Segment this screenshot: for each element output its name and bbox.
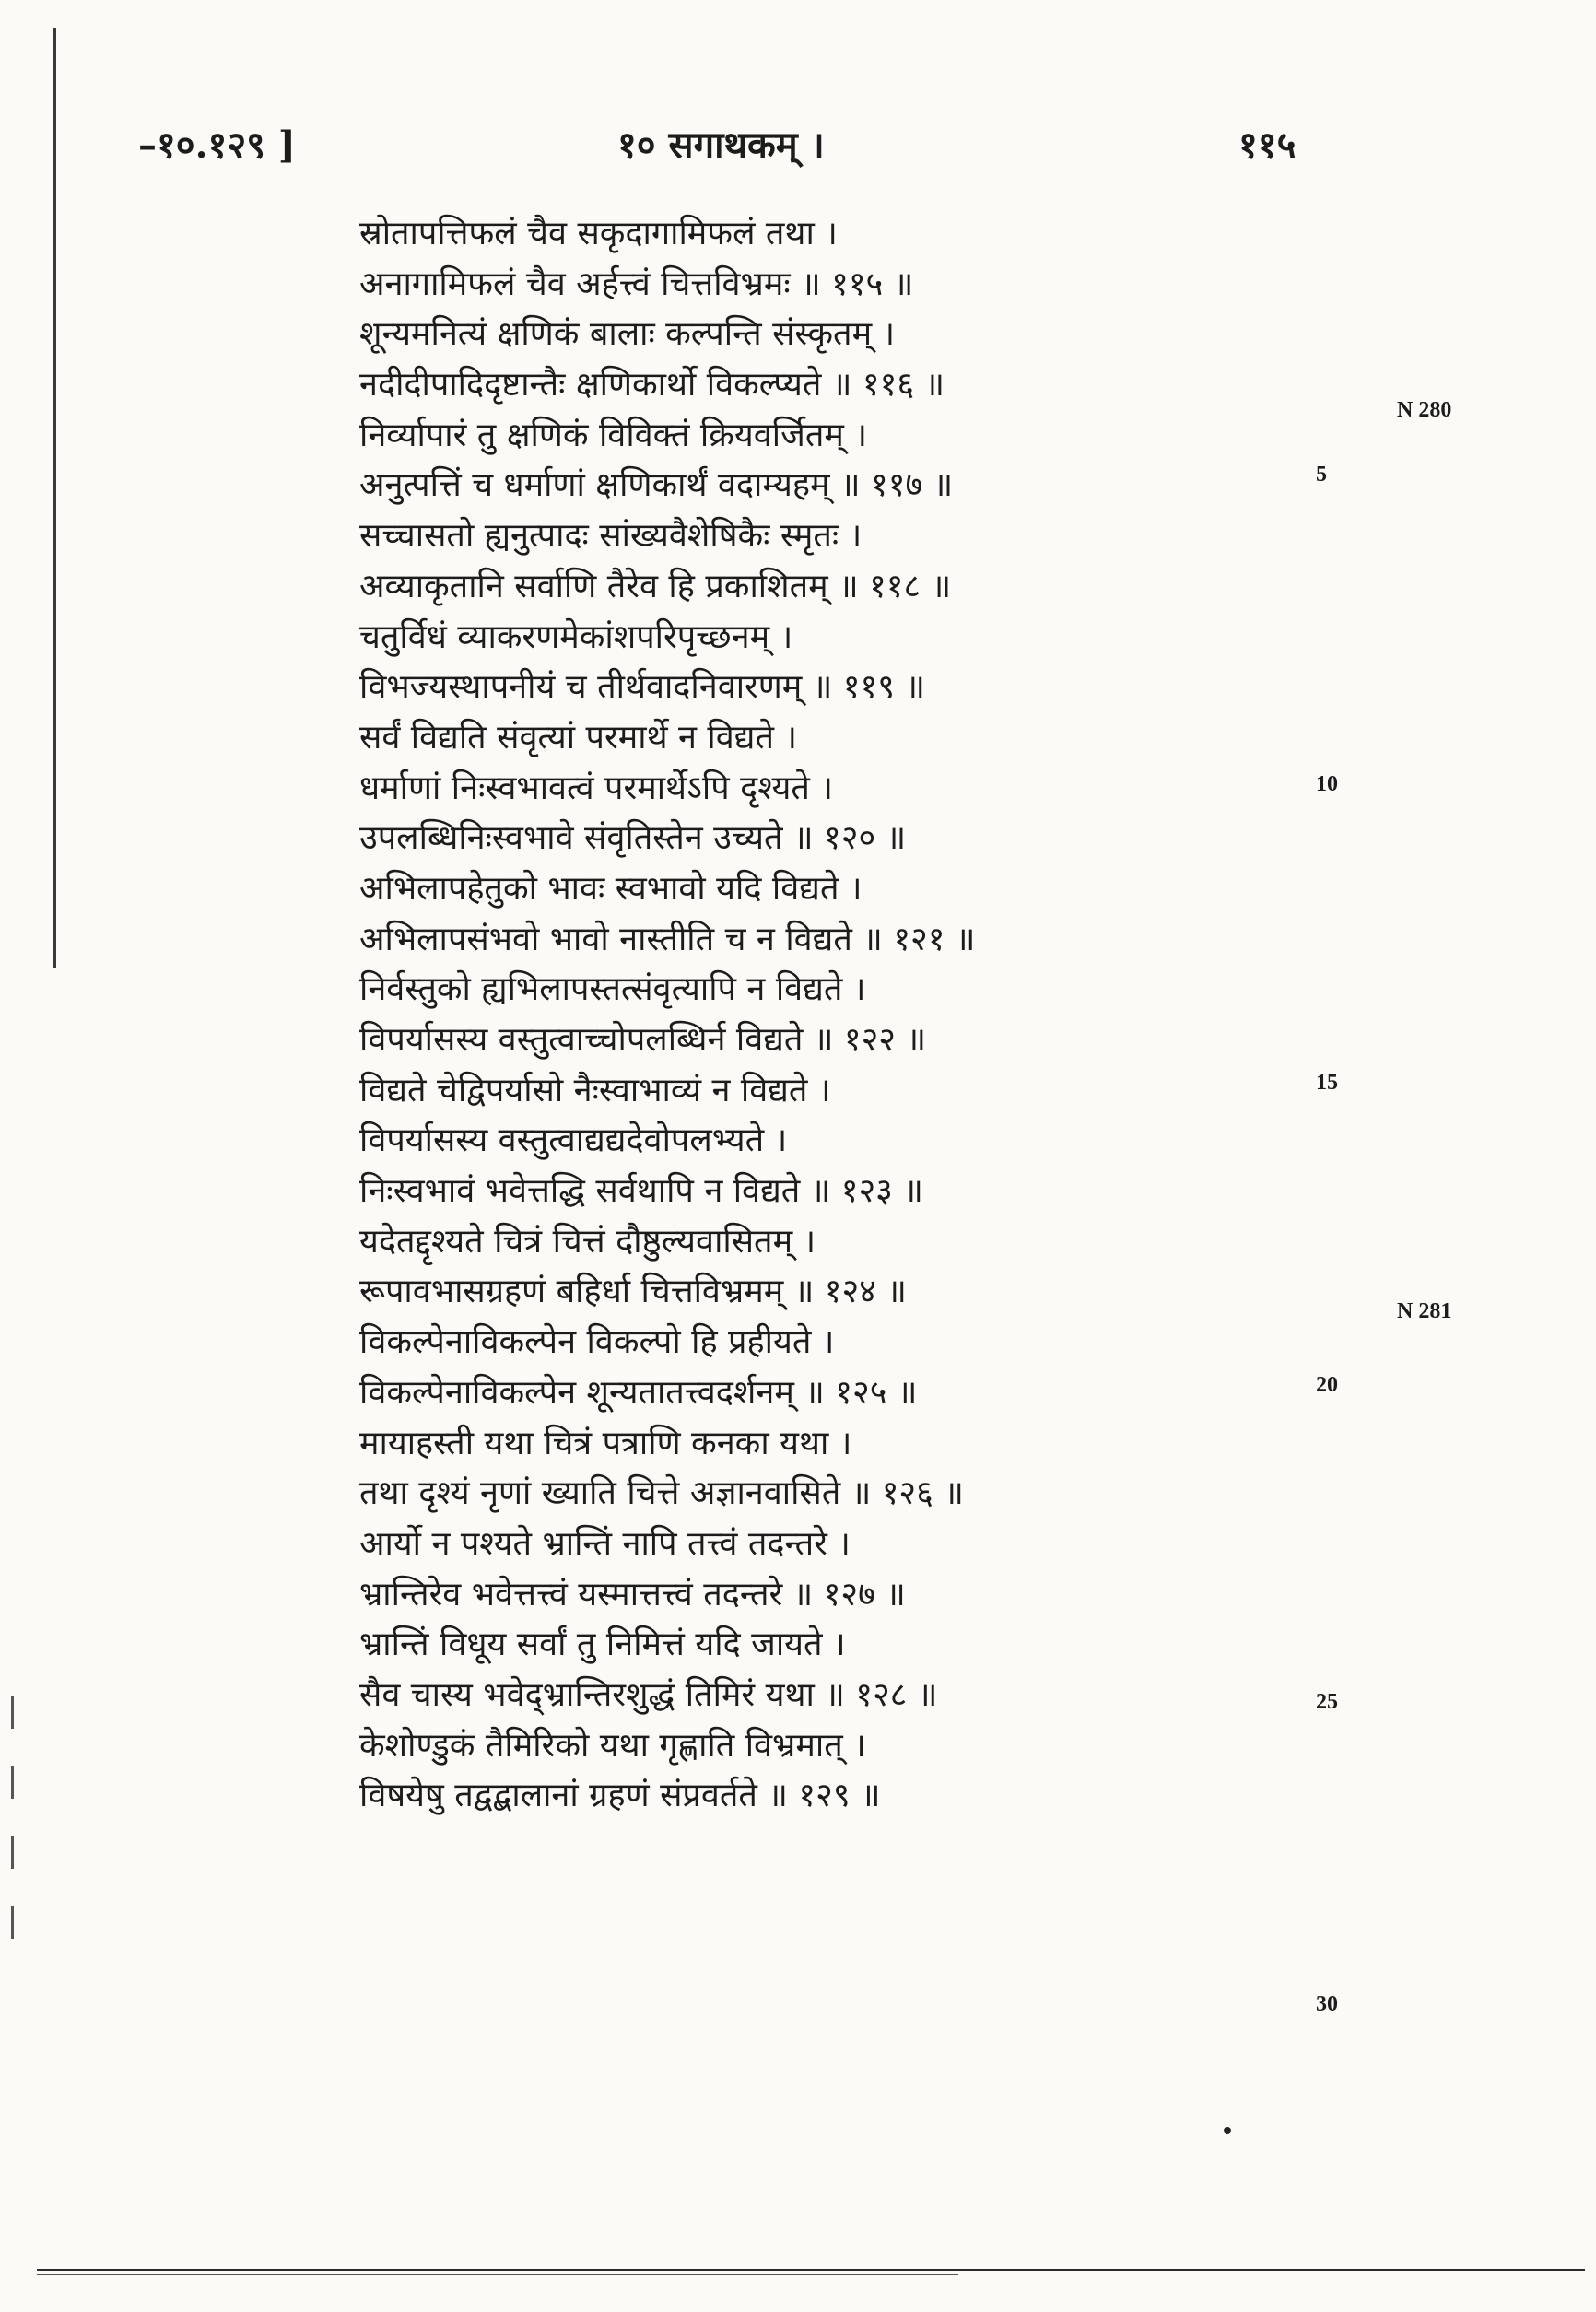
line-number-5: 5 xyxy=(1316,463,1327,487)
verse-line: उपलब्धिनिःस्वभावे संवृतिस्तेन उच्यते ॥ १२० ॥ xyxy=(359,819,907,858)
verse-line: निर्वस्तुको ह्यभिलापस्तत्संवृत्यापि न विद्यते । xyxy=(359,970,866,1009)
line-number-15: 15 xyxy=(1316,1071,1338,1095)
verse-line: सच्चासतो ह्यनुत्पादः सांख्यवैशेषिकैः स्मृतः । xyxy=(359,517,863,556)
verse-line: विकल्पेनाविकल्पेन शून्यतातत्त्वदर्शनम् ॥ १२५ ॥ xyxy=(359,1373,918,1412)
verse-line: सैव चास्य भवेद्भ्रान्तिरशुद्धं तिमिरं यथा ॥ १२८ ॥ xyxy=(359,1675,938,1714)
verse-line: केशोण्डुकं तैमिरिको यथा गृह्णाति विभ्रमात् । xyxy=(359,1726,866,1765)
verse-line: यदेतद्दृश्यते चित्रं चित्तं दौष्ठुल्यवासितम् । xyxy=(359,1222,816,1261)
verse-line: अभिलापसंभवो भावो नास्तीति च न विद्यते ॥ १२१ ॥ xyxy=(359,920,976,958)
verse-line: रूपावभासग्रहणं बहिर्धा चित्तविभ्रमम् ॥ १२४ ॥ xyxy=(359,1273,907,1311)
verse-line: धर्माणां निःस्वभावत्वं परमार्थेऽपि दृश्यते । xyxy=(359,769,833,807)
verse-line: अव्याकृतानि सर्वाणि तैरेव हि प्रकाशितम् ॥ ११८ ॥ xyxy=(359,567,952,605)
verse-line: विकल्पेनाविकल्पेन विकल्पो हि प्रहीयते । xyxy=(359,1323,835,1362)
manuscript-ref-n280: N 280 xyxy=(1397,398,1452,422)
verse-line: शून्यमनित्यं क्षणिकं बालाः कल्पन्ति संस्कृतम् । xyxy=(359,315,896,354)
verse-line: भ्रान्तिरेव भवेत्तत्त्वं यस्मात्तत्त्वं तदन्तरे ॥ १२७ ॥ xyxy=(359,1575,906,1614)
ink-dot xyxy=(1224,2127,1231,2134)
verse-line: निःस्वभावं भवेत्तद्धि सर्वथापि न विद्यते ॥ १२३ ॥ xyxy=(359,1172,923,1211)
verse-line: निर्व्यापारं तु क्षणिकं विविक्तं क्रियवर्जितम् । xyxy=(359,416,867,454)
verse-line: विषयेषु तद्वद्बालानां ग्रहणं संप्रवर्तते ॥ १२९ ॥ xyxy=(359,1777,881,1815)
header-page-number: ११५ xyxy=(1238,123,1297,167)
verse-line: विपर्यासस्य वस्तुत्वाद्यद्यदेवोपलभ्यते । xyxy=(359,1121,788,1160)
verse-line: आर्यो न पश्यते भ्रान्तिं नापि तत्त्वं तदन्तरे । xyxy=(359,1524,851,1563)
bottom-rule xyxy=(37,2269,1585,2271)
verse-line: विभज्यस्थापनीयं च तीर्थवादनिवारणम् ॥ ११९ ॥ xyxy=(359,668,925,707)
verse-line: अभिलापहेतुको भावः स्वभावो यदि विद्यते । xyxy=(359,869,863,908)
left-edge-marks xyxy=(11,1696,15,2018)
verse-block xyxy=(359,209,1281,1822)
bottom-rule-secondary xyxy=(37,2274,958,2275)
verse-line: नदीदीपादिदृष्टान्तैः क्षणिकार्थो विकल्प्यते ॥ ११६ ॥ xyxy=(359,366,945,405)
verse-line: तथा दृश्यं नृणां ख्याति चित्ते अज्ञानवासिते ॥ १२६ ॥ xyxy=(359,1474,964,1513)
verse-line: अनुत्पत्तिं च धर्माणां क्षणिकार्थं वदाम्यहम् ॥ ११७ ॥ xyxy=(359,466,954,505)
verse-line: अनागामिफलं चैव अर्हत्त्वं चित्तविभ्रमः ॥ ११५ ॥ xyxy=(359,264,914,303)
verse-line: भ्रान्तिं विधूय सर्वां तु निमित्तं यदि जायते । xyxy=(359,1625,846,1664)
verse-line: मायाहस्ती यथा चित्रं पत्राणि कनका यथा । xyxy=(359,1424,852,1462)
manuscript-ref-n281: N 281 xyxy=(1397,1299,1452,1323)
line-number-25: 25 xyxy=(1316,1690,1338,1714)
verse-line: चतुर्विधं व्याकरणमेकांशपरिपृच्छनम् । xyxy=(359,617,793,656)
verse-line: स्रोतापत्तिफलं चैव सकृदागामिफलं तथा । xyxy=(359,215,838,252)
header-chapter-title: १० सगाथकम् । xyxy=(617,123,825,167)
verse-line: सर्वं विद्यति संवृत्यां परमार्थे न विद्यते । xyxy=(359,718,798,757)
line-number-20: 20 xyxy=(1316,1373,1338,1397)
page-header xyxy=(0,118,1596,173)
header-verse-range: –१०.१२९ ] xyxy=(138,123,296,167)
verse-line: विद्यते चेद्विपर्यासो नैःस्वाभाव्यं न विद्यते । xyxy=(359,1071,831,1109)
line-number-30: 30 xyxy=(1316,1992,1338,2016)
line-number-10: 10 xyxy=(1316,772,1338,796)
verse-line: विपर्यासस्य वस्तुत्वाच्चोपलब्धिर्न विद्यते ॥ १२२ ॥ xyxy=(359,1021,927,1059)
